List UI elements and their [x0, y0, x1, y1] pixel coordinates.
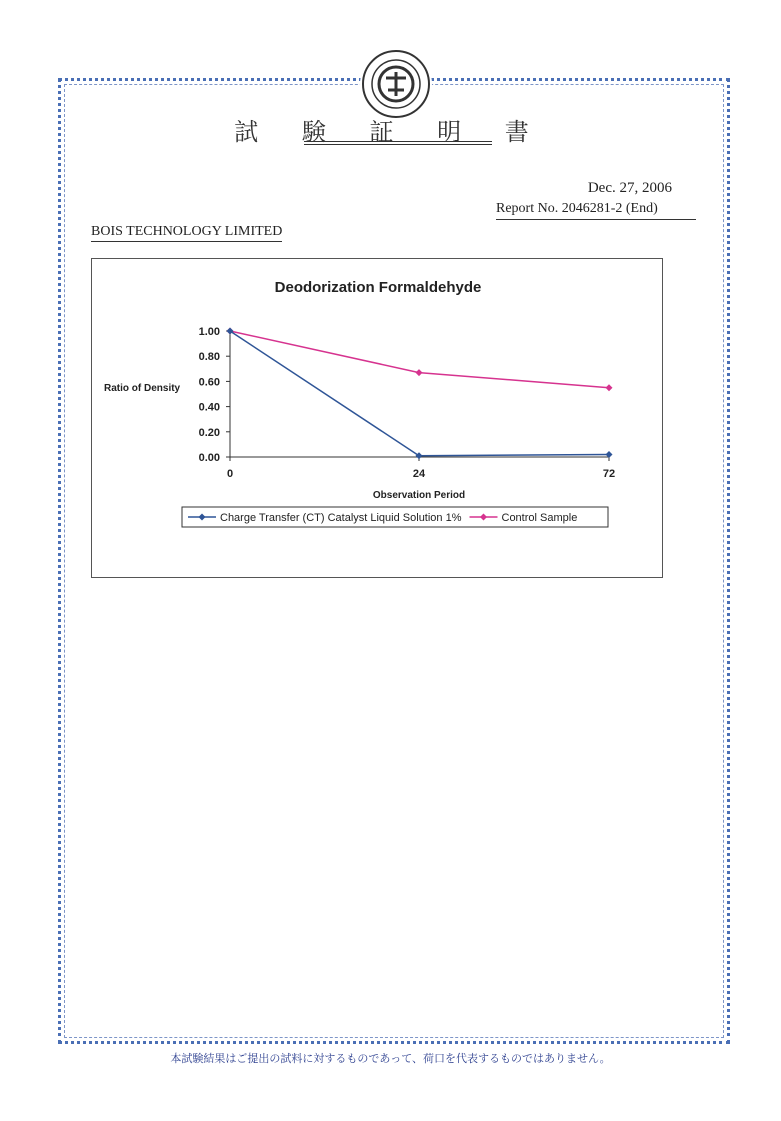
- y-tick-label: 0.80: [198, 351, 220, 364]
- jsif-seal-icon: [360, 48, 432, 120]
- report-number: Report No. 2046281-2 (End): [496, 201, 696, 220]
- y-tick-label: 0.60: [198, 376, 220, 389]
- company-name: BOIS TECHNOLOGY LIMITED: [91, 224, 282, 242]
- y-tick-label: 0.00: [198, 452, 220, 464]
- x-tick-label: 0: [226, 468, 234, 480]
- chart-container: [91, 258, 663, 578]
- x-tick-label: 24: [412, 468, 426, 480]
- x-axis-label: Observation Period: [372, 490, 466, 501]
- footer-note: 本試験結果はご提出の試料に対するものであって、荷口を代表するものではありません。: [170, 1052, 611, 1065]
- data-point: [416, 369, 423, 376]
- legend-label: Control Sample: [501, 512, 578, 524]
- report-date: Dec. 27, 2006: [587, 180, 672, 196]
- chart-title: Deodorization Formaldehyde: [274, 279, 482, 296]
- y-tick-label: 1.00: [198, 326, 220, 338]
- legend-label: Charge Transfer (CT) Catalyst Liquid Solution 1%: [220, 512, 462, 524]
- data-point: [606, 384, 613, 391]
- series-line-1: [230, 331, 609, 388]
- x-tick-label: 72: [602, 468, 616, 480]
- line-chart: [92, 259, 664, 579]
- series-line-0: [230, 331, 609, 456]
- page-title: 試 験 証 明 書: [234, 118, 547, 146]
- title-underline: [304, 141, 492, 145]
- y-tick-label: 0.20: [198, 426, 220, 439]
- y-axis-label: Ratio of Density: [104, 383, 181, 394]
- y-tick-label: 0.40: [198, 401, 220, 414]
